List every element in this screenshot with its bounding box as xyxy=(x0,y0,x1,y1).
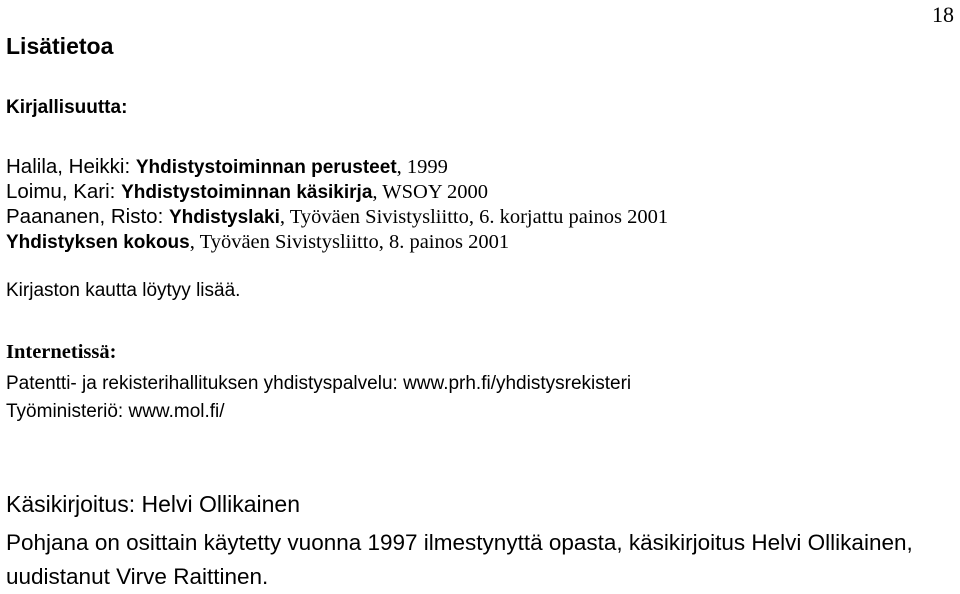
internet-item xyxy=(6,398,631,426)
page-number: 18 xyxy=(932,2,954,27)
page-title: Lisätietoa xyxy=(6,33,114,59)
mol-link[interactable]: www.mol.fi/ xyxy=(128,401,225,422)
literature-heading: Kirjallisuutta: xyxy=(6,97,128,118)
literature-author: Halila, Heikki: xyxy=(6,155,136,178)
internet-item-label: Työministeriö: xyxy=(6,401,129,422)
literature-item xyxy=(6,229,668,254)
literature-item xyxy=(6,204,668,229)
literature-item xyxy=(6,179,668,204)
literature-title: Yhdistyslaki xyxy=(168,207,280,228)
author-credit: Käsikirjoitus: Helvi Ollikainen xyxy=(6,491,300,517)
internet-item xyxy=(6,370,631,398)
literature-author: Loimu, Kari: xyxy=(6,180,122,203)
library-note: Kirjaston kautta löytyy lisää. xyxy=(6,280,241,301)
literature-title: Yhdistyksen kokous xyxy=(6,232,190,253)
literature-details: , Työväen Sivistysliitto, 6. korjattu painos 2001 xyxy=(279,206,669,228)
literature-author: Paananen, Risto: xyxy=(6,205,169,228)
internet-heading: Internetissä: xyxy=(6,341,117,363)
literature-title: Yhdistystoiminnan käsikirja xyxy=(121,182,373,203)
literature-title: Yhdistystoiminnan perusteet xyxy=(135,157,397,178)
literature-details: , Työväen Sivistysliitto, 8. painos 2001 xyxy=(189,231,510,253)
internet-item-label: Patentti- ja rekisterihallituksen yhdistyspalvelu: xyxy=(6,373,404,394)
literature-details: , 1999 xyxy=(396,156,448,178)
closing-paragraph: Pohjana on osittain käytetty vuonna 1997 ilmestynyttä opasta, käsikirjoitus Helvi Ollikainen, uudistanut Virve Raittinen. xyxy=(6,530,913,589)
literature-details: , WSOY 2000 xyxy=(372,181,488,203)
literature-item xyxy=(6,154,668,179)
internet-list xyxy=(6,370,631,426)
prh-link[interactable]: www.prh.fi/yhdistysrekisteri xyxy=(403,373,632,394)
literature-list xyxy=(6,154,668,254)
